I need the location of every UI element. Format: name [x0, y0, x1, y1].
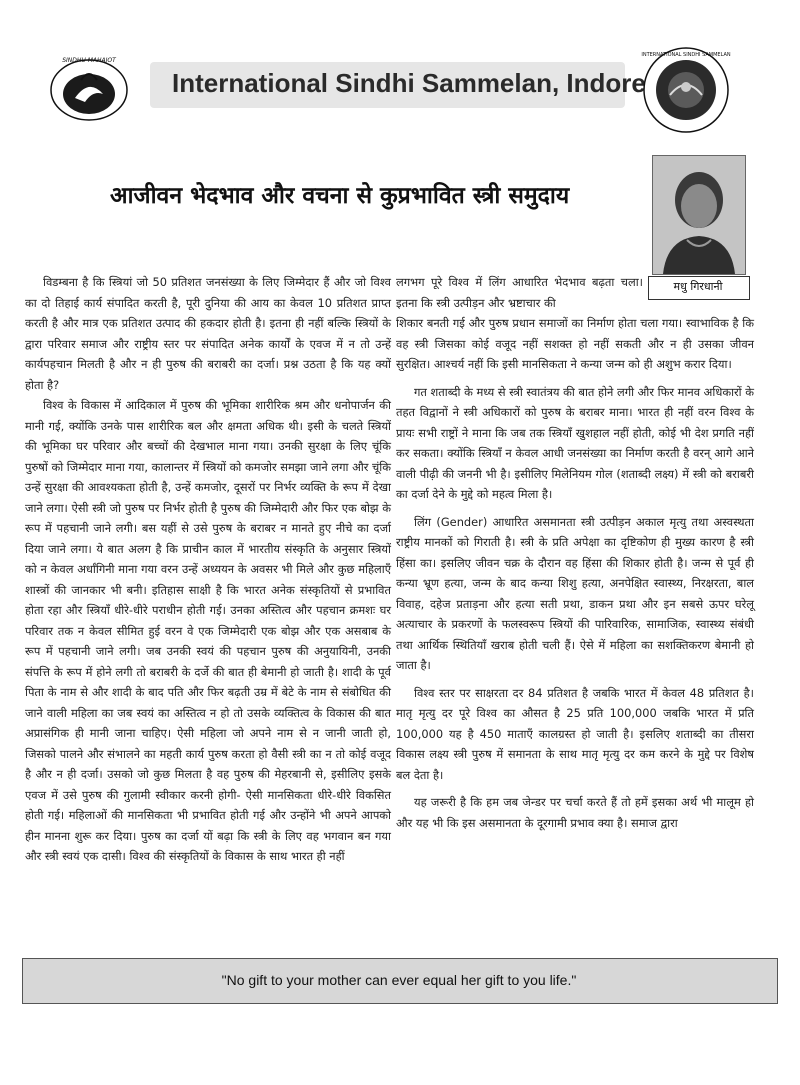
author-photo	[652, 155, 746, 275]
sindhu-mahajot-logo	[45, 50, 133, 125]
paragraph: यह जरूरी है कि हम जब जेन्डर पर चर्चा करते हैं तो हमें इसका अर्थ भी मालूम हो और यह भी कि इस असमानता के दूरगामी प्रभाव क्या है। समाज द्वारा	[396, 795, 754, 830]
right-logo-text: INTERNATIONAL SINDHI SAMMELAN	[641, 52, 731, 58]
banner-title: International Sindhi Sammelan, Indore	[172, 68, 646, 98]
paragraph: शिकार बनती गई और पुरुष प्रधान समाजों का निर्माण होता चला गया। स्वाभाविक है कि वह स्त्री जिसका कोई वजूद नहीं सशक्त हो नहीं सकती और न ही उसका जीवन सुरक्षित। आश्चर्य नहीं कि इसी मानसिकता ने कन्या जन्म को ही अशुभ करार दिया।	[396, 316, 754, 371]
article-right-column	[396, 313, 754, 833]
article-left-column	[25, 272, 391, 867]
paragraph: विश्व के विकास में आदिकाल में पुरुष की भूमिका शारीरिक श्रम और धनोपार्जन की मानी गई, क्योंकि उनके पास शारीरिक बल और क्षमता अधिक थी। इसी के चलते स्त्रियों की भूमिका घर परिवार और बच्चों की देखभाल माना गया। उनकी सुरक्षा के लिए चूंकि पुरुषों को जिम्मेदार माना गया, कालान्तर में स्त्रियों को कमजोर समझा जाने लगा और चूंकि उन्हें सुरक्षा की आवश्यकता होती है, उन्हें कमजोर, दूसरों पर निर्भर व्यक्ति के रूप में देखा जाने लगा। ऐसी स्त्री जो पुरुष पर निर्भर होती है पुरुष की जिम्मेदारी और फिर एक बोझ के रूप में पहचानी जाने लगी। बस यहीं से उसे पुरुष के बराबर न मानते हुए नीचे का दर्जा दिया जाने लगा। ये बात अलग है कि प्राचीन काल में भारतीय संस्कृति के अनुसार स्त्रियों को न केवल अर्धांगिनी माना गया वरन उन्हें अध्ययन के अवसर भी मिले और कुछ महिलाएँ शास्त्रों की जानकार भी बनी। इतिहास साक्षी है कि भारत अनेक संस्कृतियों से प्रभावित होता रहा और स्त्रियाँ धीरे-धीरे पराधीन होती गई। उनका अस्तित्व और पहचान क्रमशः घर परिवार तक न केवल सीमित हुई वरन वे एक जिम्मेदारी एक बोझ और एक असबाब के रूप में पहचानी जाने लगी। जब उनकी स्वयं की पहचान पुरुष की अनुयायिनी, उनकी संपत्ति के रूप में होने लगी तो बराबरी के दर्जे की बात ही बेमानी हो जाती है। शादी के पूर्व पिता के नाम से और शादी के बाद पति और फिर बढ़ती उम्र में बेटे के नाम से संबोधित की जाने वाली महिला का जब स्वयं का अस्तित्व न हो तो उसके व्यक्तित्व के विकास की बात अप्रासंगिक ही मानी जाना चाहिए। ऐसी महिला जो अपने नाम से न जानी जाती हो, जिसको पालने और संभालने का महती कार्य पुरुष करता हो वैसी स्त्री का न तो कोई वजूद है और न ही दर्जा। उसको जो कुछ मिलता है वह पुरुष की मेहरबानी से, इसीलिए इसके एवज में उसे पुरुष की गुलामी स्वीकार करनी होगी- ऐसी मानसिकता धीरे-धीरे विकसित होती गई। महिलाओं की मानसिकता भी प्रभावित होती गई और उन्होंने भी अपने आपको हीन मानना शुरू कर दिया। पुरुष का दर्जा यों बढ़ा कि स्त्री के लिए वह भगवान बन गया और स्त्री स्वयं एक दासी। विश्व की संस्कृतियों के विकास के साथ भारत ही नहीं	[25, 398, 391, 863]
paragraph: विश्व स्तर पर साक्षरता दर 84 प्रतिशत है जबकि भारत में केवल 48 प्रतिशत है। मातृ मृत्यु दर पूरे विश्व का औसत है 25 प्रति 100,000 जबकि भारत में प्रति 100,000 यह है 450 माताएँ कालग्रस्त हो जाती है। इसलिए शताब्दी का तीसरा विकास लक्ष्य स्त्री पुरुष में समानता के साथ मातृ मृत्यु दर कम करने के मुद्दे पर विशेष बल देता है।	[396, 685, 754, 782]
paragraph: लगभग पूरे विश्व में लिंग आधारित भेदभाव बढ़ता चला। इतना कि स्त्री उत्पीड़न और भ्रष्टाचार की	[396, 275, 643, 310]
article-title: आजीवन भेदभाव और वचना से कुप्रभावित स्त्री समुदाय	[110, 183, 570, 209]
sammelan-seal-logo	[640, 45, 732, 135]
footer-quote: "No gift to your mother can ever equal her gift to you life."	[221, 972, 577, 988]
article-right-column-top	[396, 272, 643, 313]
paragraph: लिंग (Gender) आधारित असमानता स्त्री उत्पीड़न अकाल मृत्यु तथा अस्वस्थता राष्ट्रीय मानकों को गिराती है। स्त्री के प्रति अपेक्षा का दृष्टिकोण ही मुख्य कारण है स्त्री हिंसा का। इसलिए जीवन चक्र के दौरान वह हिंसा की शिकार होती है। जन्म से पूर्व ही कन्या भ्रूण हत्या, जन्म के बाद कन्या शिशु हत्या, अनपेक्षित स्वास्थ्य, निरक्षरता, बाल विवाह, दहेज प्रताड़ना और हत्या सती प्रथा, डाकन प्रथा और इन सबसे ऊपर घरेलू अत्याचार के प्रकरणों के फलस्वरूप स्त्रियों की पारिवारिक, सामाजिक, स्वास्थ्य संबंधी तथा आर्थिक स्थितियाँ खराब होती चली हैं। ऐसे में महिला का सशक्तिकरण बेमानी हो जाता है।	[396, 514, 754, 672]
author-name: मधु गिरधानी	[673, 280, 723, 293]
left-logo-text: SINDHU MAHAJOT	[62, 57, 116, 64]
paragraph: विडम्बना है कि स्त्रियां जो 50 प्रतिशत जनसंख्या के लिए जिम्मेदार हैं और जो विश्व का दो तिहाई कार्य संपादित करती है, पूरी दुनिया की आय का केवल 10 प्रतिशत प्राप्त करती है और मात्र एक प्रतिशत उत्पाद की हकदार होती है। इतना ही नहीं बल्कि स्त्रियों के द्वारा परिवार समाज और राष्ट्रीय स्तर पर संपादित अनेक कार्यों के एवज में न तो उन्हें कार्यपहचान मिलती है और न ही पुरुष की बराबरी का दर्जा। प्रश्न उठता है कि यह क्यों होता है?	[25, 275, 391, 392]
paragraph: गत शताब्दी के मध्य से स्त्री स्वातंत्रय की बात होने लगी और फिर मानव अधिकारों के तहत विद्वानों ने स्त्री अधिकारों को पुरुष के बराबर माना। भारत ही नहीं वरन विश्व के प्रायः सभी राष्ट्रों ने माना कि जब तक स्त्रियाँ खुशहाल नहीं होती, कोई भी देश प्रगति नहीं कर सकता। क्योंकि स्त्रियाँ न केवल आधी जनसंख्या का निर्माण करती है वरन् आगे आने वाली पीढ़ी की जननी भी है। इसीलिए मिलेनियम गोल (शताब्दी लक्ष्य) में स्त्री को बराबरी का दर्जा देने के मुद्दे को महत्व मिला है।	[396, 384, 755, 501]
